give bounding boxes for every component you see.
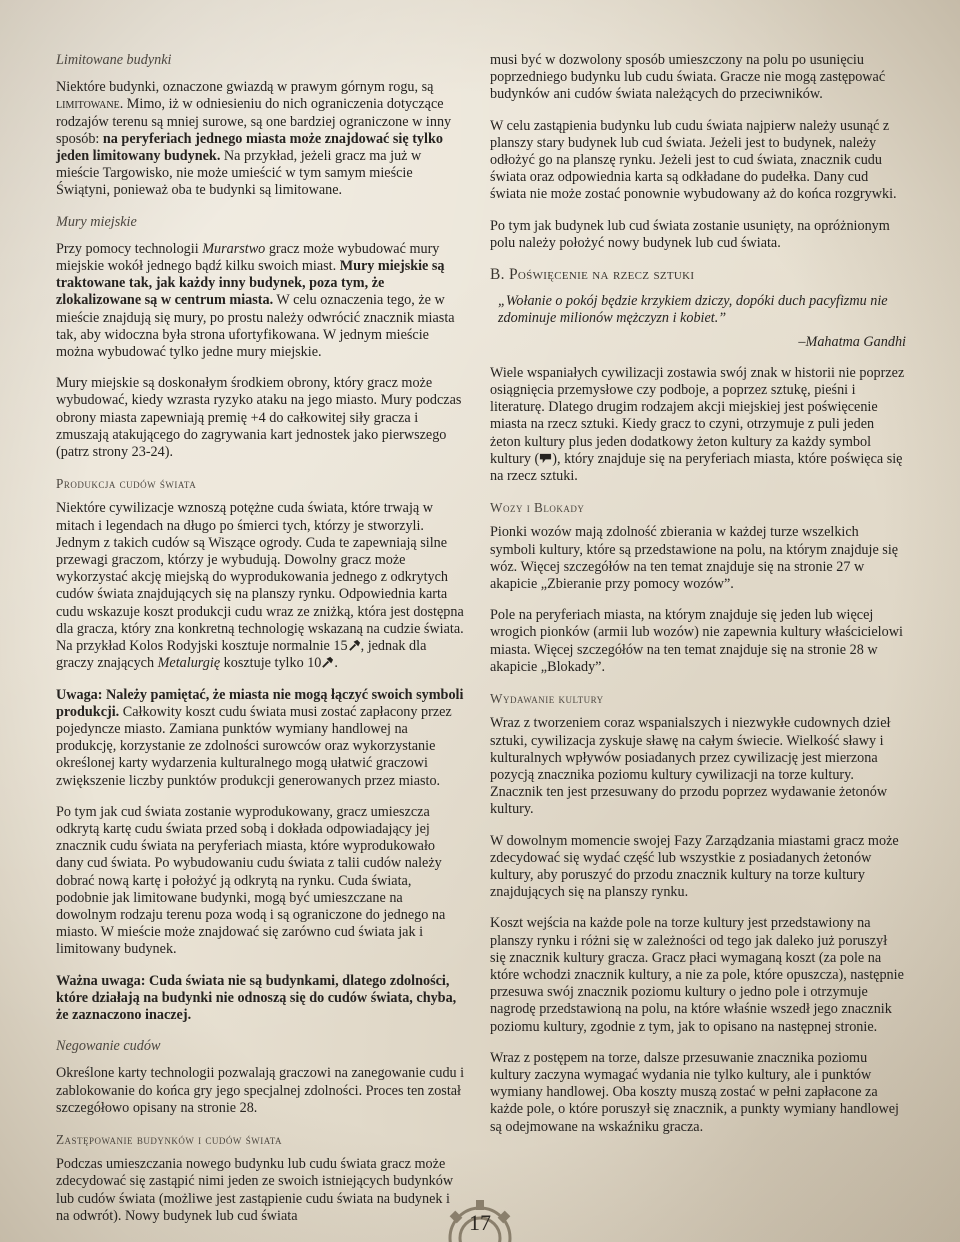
paragraph-produkcja-3: Po tym jak cud świata zostanie wyprodukowany, gracz umieszcza odkrytą kartę cudu świata przed sobą i dokłada odpowiadający jej znacznik cudu świata na peryferiach miasta, które wyprodukowało dany cud świata. Po wybudowaniu cudu świata z talii cudów należy dobrać nową kartę i położyć ją odkrytą na rynku. Cuda świata, podobnie jak limitowane budynki, mogą być umieszczane na dowolnym rodzaju terenu poza wodą i są ograniczone do jednego na miasto. W mieście może znajdować się zarówno cud świata jak i limitowany budynek. <box>56 803 446 958</box>
page-number: 17 <box>469 1210 491 1235</box>
paragraph-wydawanie-1: Wraz z tworzeniem coraz wspanialszych i niezwykłe cudownych dzieł sztuki, cywilizacja zyskuje sławę na całym świecie. Wielkość sławy i kulturalnych wpływów posiadanych przez cywilizację jest mierzona pozycją znacznika poziomu kultury cywilizacji na torze kultury. Znacznik ten jest przesuwany do przodu poprzez wydawanie żetonów kultury. <box>490 715 891 818</box>
paragraph-negowanie: Określone karty technologii pozwalają graczowi na zanegowanie cudu i zablokowanie do końca gry jego specjalnej zdolności. Proces ten został szczegółowo opisany na stronie 28. <box>56 1065 465 1116</box>
paragraph-poswiecenie: Wiele wspaniałych cywilizacji zostawia swój znak w historii nie poprzez osiągnięcia przemysłowe czy podboje, a poprzez sztukę, pieśni i literaturę. Dlatego drugim rodzajem akcji miejskiej jest poświęcenie miasta na rzecz sztuki. Kiedy gracz to czyni, otrzymuje z puli jeden żeton kultury plus jeden dodatkowy żeton kultury za każdy symbol kultury ( ), który znajduje się na peryferiach miasta, które poświęca się na rzecz sztuki. <box>490 364 905 485</box>
culture-icon <box>539 452 552 465</box>
paragraph-produkcja-2: Uwaga: Należy pamiętać, że miasta nie mogą łączyć swoich symboli produkcji. Całkowity koszt cudu świata musi zostać zapłacony przez pojedyncze miasto. Zamiana punktów wymiany handlowej na produkcję, korzystanie ze zdolności surowców oraz wykorzystanie określonej karty wydarzenia kulturalnego mogą ułatwić graczowi zwiększenie liczby punktów produkcji generowanych przez miasto. <box>56 686 464 789</box>
hammer-icon <box>321 656 334 669</box>
right-column <box>490 52 906 1150</box>
hammer-icon <box>348 639 361 652</box>
paragraph-zastepowanie: Podczas umieszczania nowego budynku lub cudu świata gracz może zdecydować się zastąpić nimi jeden ze swoich istniejących budynków lub cudów świata (możliwe jest zastąpienie cudu świata na budynek i na odwrót). Nowy budynek lub cud świata <box>56 1156 454 1224</box>
paragraph-wydawanie-2: W dowolnym momencie swojej Fazy Zarządzania miastami gracz może zdecydować się wydać część lub wszystkie z posiadanych żetonów kultury, aby poruszyć do przodu znacznik kultury na torze kultury znajdujących się na planszy rynku. <box>490 832 899 901</box>
heading-zastepowanie: Zastępowanie budynków i cudów świata <box>56 1131 283 1147</box>
heading-limitowane: Limitowane budynki <box>56 52 172 68</box>
paragraph-produkcja-1: Niektóre cywilizacje wznoszą potężne cuda świata, które trwają w mitach i legendach na długo po śmierci tych, którzy je stworzyli. Jednym z takich cudów są Wiszące ogrody. Cuda te zapewniają silne przewagi graczom, którzy je wybudują. Dowolny gracz może wykorzystać akcję miejską do wyprodukowania jednego z odkrytych cudów świata znajdujących się na planszy rynku. Odpowiednia karta cudu wskazuje koszt produkcji cudu wraz ze zniżką, która jest dostępna dla gracza, który zna konkretną technologię wskazaną na cudzie świata. Na przykład Kolos Rodyjski kosztuje normalnie 15 , jednak dla graczy znających Metalurgię kosztuje tylko 10 . <box>56 500 464 672</box>
epigraph-author: –Mahatma Gandhi <box>798 333 906 350</box>
paragraph-wydawanie-3: Koszt wejścia na każde pole na torze kultury jest przedstawiony na planszy rynku i różni się w zależności od tego jak daleko już poruszył się znacznik kultury gracza. Gracz płaci wymaganą koszt (za pole na które wchodzi znacznik kultury, a nie za pole, które opuszcza), następnie przesuwa swój znacznik poziomu kultury o jedno pole i otrzymuje nagrodę przedstawioną na polu, na które właśnie wszedł jego znacznik poziomu kultury, zgodnie z tym, jak to opisano na następnej stronie. <box>490 915 904 1035</box>
heading-wydawanie: Wydawanie kultury <box>490 691 604 707</box>
paragraph-mury-1: Przy pomocy technologii Murarstwo gracz może wybudować mury miejskie wokół jednego bądź kilku swoich miast. Mury miejskie są traktowane tak, jak każdy inny budynek, poza tym, że zlokalizowane są w centrum miasta. W celu oznaczenia tego, że w mieście znajdują się mury, po prostu należy odwrócić znacznik miasta tak, aby widoczna była strona ufortyfikowana. W jednym mieście można wybudować tylko jedne mury miejskie. <box>56 240 455 361</box>
left-column <box>56 52 466 1239</box>
paragraph-wozy-2: Pole na peryferiach miasta, na którym znajduje się jeden lub więcej wrogich pionków (armii lub wozów) nie zapewnia kultury właścicielowi miasta. Więcej szczegółów na ten temat znajduje się na stronie 28 w akapicie „Blokady”. <box>490 607 903 675</box>
paragraph-mury-2: Mury miejskie są doskonałym środkiem obrony, który gracz może wybudować, kiedy wzrasta ryzyko ataku na jego miasto. Mury podczas obrony miasta zapewniają premię +4 do całkowitej siły gracza i zmuszają atakującego do zagrywania kart jednostek jako pierwszego (patrz strony 23-24). <box>56 375 462 461</box>
paragraph-limitowane: Niektóre budynki, oznaczone gwiazdą w prawym górnym rogu, są limitowane. Mimo, iż w odniesieniu do nich ograniczenia dotyczące rodzajów terenu są mniej surowe, są one bardziej ograniczone w inny sposób: na peryferiach jednego miasta może znajdować się tylko jeden limitowany budynek. Na przykład, jeżeli gracz ma już w mieście Targowisko, nie może umieścić w tym samym mieście Świątyni, ponieważ oba te budynki są limitowane. <box>56 79 452 199</box>
heading-mury: Mury miejskie <box>56 213 137 230</box>
heading-wozy: Wozy i Blokady <box>490 500 585 516</box>
paragraph-wydawanie-4: Wraz z postępem na torze, dalsze przesuwanie znacznika poziomu kultury zaczyna wymagać wydania nie tylko kultury, ale i punktów wymiany handlowej. Oba koszty muszą zostać w pełni zapłacone za każde pole, o które poruszył się znacznik, a punkty wymiany handlowej są odejmowane na wskaźniku gracza. <box>490 1049 899 1135</box>
section-heading-b: B. Poświęcenie na rzecz sztuki <box>490 266 695 284</box>
heading-produkcja: Produkcja cudów świata <box>56 476 197 492</box>
paragraph-wazna-uwaga: Ważna uwaga: Cuda świata nie są budynkami, dlatego zdolności, które działają na budynki nie odnoszą się do cudów świata, chyba, że zaznaczono inaczej. <box>56 972 457 1023</box>
paragraph-right-1: musi być w dozwolony sposób umieszczony na polu po usunięciu poprzedniego budynku lub cudu świata. Gracze nie mogą zastępować budynków ani cudów świata należących do przeciwników. <box>490 52 886 103</box>
heading-negowanie: Negowanie cudów <box>56 1038 161 1055</box>
epigraph-quote: „Wołanie o pokój będzie krzykiem dziczy, dopóki duch pacyfizmu nie zdominuje milionów mężczyzn i kobiet.” <box>498 293 888 327</box>
paragraph-right-2: W celu zastąpienia budynku lub cudu świata najpierw należy usunąć z planszy stary budynek lub cud świata. Jeżeli jest to budynek, należy odłożyć go na planszę rynku. Jeżeli jest to cud świata, znacznik cudu świata oraz odpowiednia karta są odkładane do pudełka. Dany cud świata nie może zostać ponownie wybudowany aż do końca rozgrywki. <box>490 117 897 203</box>
paragraph-right-3: Po tym jak budynek lub cud świata zostanie usunięty, na opróżnionym polu należy położyć nowy budynek lub cud świata. <box>490 217 890 251</box>
paragraph-wozy-1: Pionki wozów mają zdolność zbierania w każdej turze wszelkich symboli kultury, które są przedstawione na polu, na którym znajduje się wóz. Więcej szczegółów na ten temat znajduje się na stronie 27 w akapicie „Zbieranie przy pomocy wozów”. <box>490 524 899 593</box>
